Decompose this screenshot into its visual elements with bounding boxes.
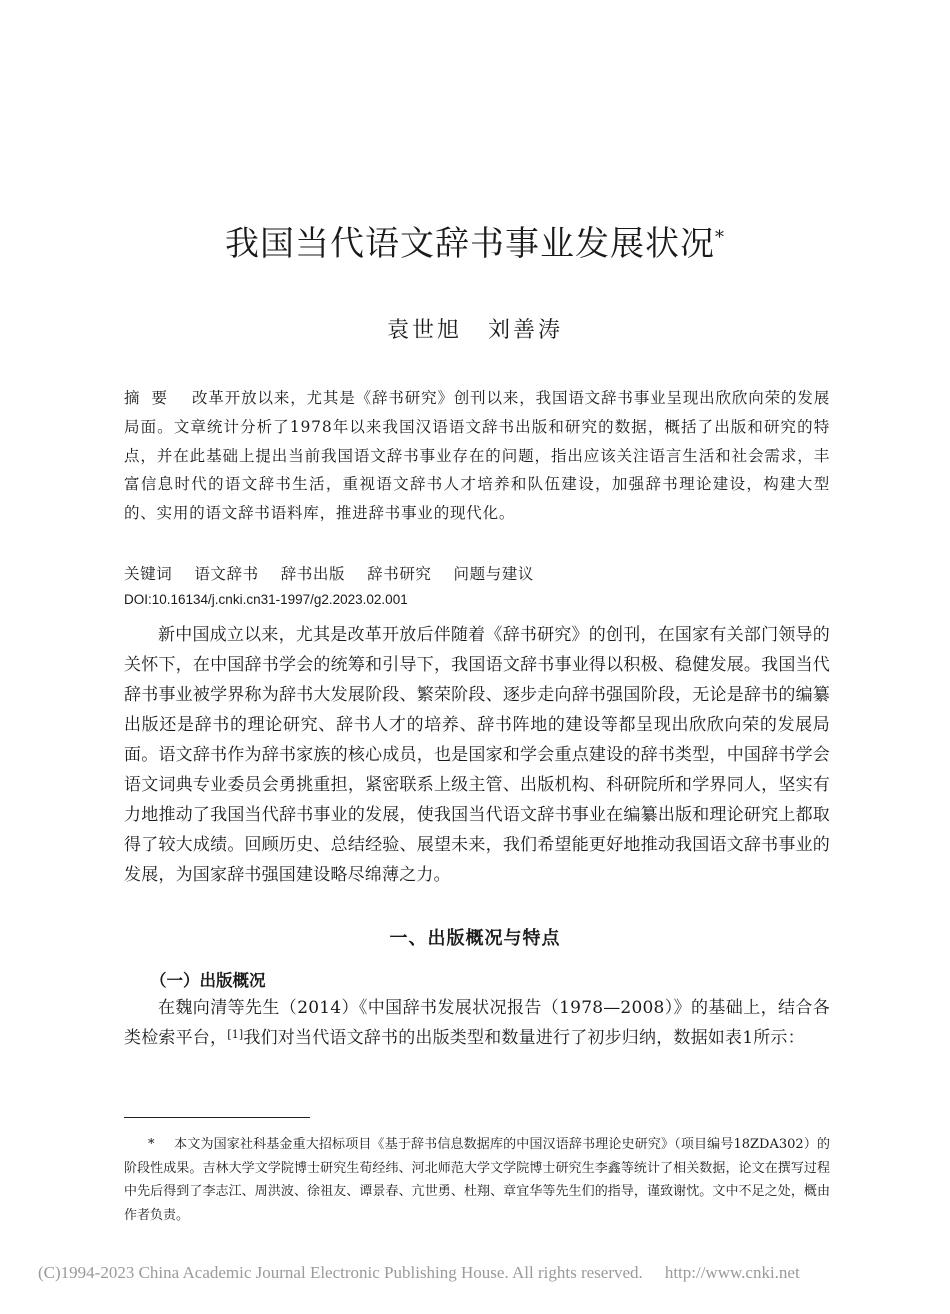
paragraph-text-before-ref: 在魏向清等先生（2014）《中国辞书发展状况报告（1978—2008）》的基础上，结合各类检索平台， <box>124 998 830 1048</box>
intro-section <box>124 620 830 890</box>
article-title <box>0 222 950 266</box>
subsection-body <box>124 993 830 1053</box>
doi: DOI:10.16134/j.cnki.cn31-1997/g2.2023.02.001 <box>124 592 408 607</box>
article-title-text: 我国当代语文辞书事业发展状况 <box>225 224 715 264</box>
abstract-text: 改革开放以来，尤其是《辞书研究》创刊以来，我国语文辞书事业呈现出欣欣向荣的发展局面。文章统计分析了1978年以来我国汉语语文辞书出版和研究的数据，概括了出版和研究的特点，并在此基础上提出当前我国语文辞书事业存在的问题，指出应该关注语言生活和社会需求，丰富信息时代的语文辞书生活，重视语文辞书人才培养和队伍建设，加强辞书理论建设，构建大型的、实用的语文辞书语料库，推进辞书事业的现代化。 <box>124 389 830 523</box>
keywords <box>124 561 830 587</box>
abstract <box>124 384 830 528</box>
author-name-1: 袁世旭 <box>386 318 462 343</box>
subsection-paragraph <box>124 993 830 1053</box>
abstract-label: 摘要 <box>124 389 180 407</box>
title-footnote-mark: * <box>715 227 725 248</box>
paragraph-text-after-ref: 我们对当代语文辞书的出版类型和数量进行了初步归纳，数据如表1所示： <box>243 1028 805 1048</box>
copyright-watermark <box>38 1261 918 1285</box>
footnote-mark: * <box>148 1137 155 1152</box>
keyword-4: 问题与建议 <box>453 565 535 583</box>
cnki-url: http://www.cnki.net <box>664 1263 800 1282</box>
intro-paragraph: 新中国成立以来，尤其是改革开放后伴随着《辞书研究》的创刊，在国家有关部门领导的关怀下，在中国辞书学会的统筹和引导下，我国语文辞书事业得以积极、稳健发展。我国当代辞书事业被学界称为辞书大发展阶段、繁荣阶段、逐步走向辞书强国阶段，无论是辞书的编纂出版还是辞书的理论研究、辞书人才的培养、辞书阵地的建设等都呈现出欣欣向荣的发展局面。语文辞书作为辞书家族的核心成员，也是国家和学会重点建设的辞书类型，中国辞书学会语文词典专业委员会勇挑重担，紧密联系上级主管、出版机构、科研院所和学界同人，坚实有力地推动了我国当代辞书事业的发展，使我国当代语文辞书事业在编纂出版和理论研究上都取得了较大成绩。回顾历史、总结经验、展望未来，我们希望能更好地推动我国语文辞书事业的发展，为国家辞书强国建设略尽绵薄之力。 <box>124 625 830 885</box>
author-line <box>0 316 950 346</box>
footnote-text: 本文为国家社科基金重大招标项目《基于辞书信息数据库的中国汉语辞书理论史研究》（项目编号18ZDA302）的阶段性成果。吉林大学文学院博士研究生荀经纬、河北师范大学文学院博士研究生李鑫等统计了相关数据，论文在撰写过程中先后得到了李志江、周洪波、徐祖友、谭景春、亢世勇、杜翔、章宜华等先生们的指导，谨致谢忱。文中不足之处，概由作者负责。 <box>124 1137 830 1223</box>
citation-ref: [1] <box>227 1028 244 1041</box>
footnote <box>124 1133 830 1227</box>
author-name-2: 刘善涛 <box>488 318 564 343</box>
keyword-2: 辞书出版 <box>280 565 346 583</box>
copyright-text: (C)1994-2023 China Academic Journal Electronic Publishing House. All rights reserved. <box>38 1263 643 1282</box>
keyword-3: 辞书研究 <box>367 565 432 583</box>
keyword-1: 语文辞书 <box>194 565 259 583</box>
subsection-heading: （一）出版概况 <box>150 971 266 990</box>
footnote-divider <box>124 1117 310 1118</box>
section-heading: 一、出版概况与特点 <box>389 928 561 949</box>
keywords-label: 关键词 <box>124 565 173 583</box>
